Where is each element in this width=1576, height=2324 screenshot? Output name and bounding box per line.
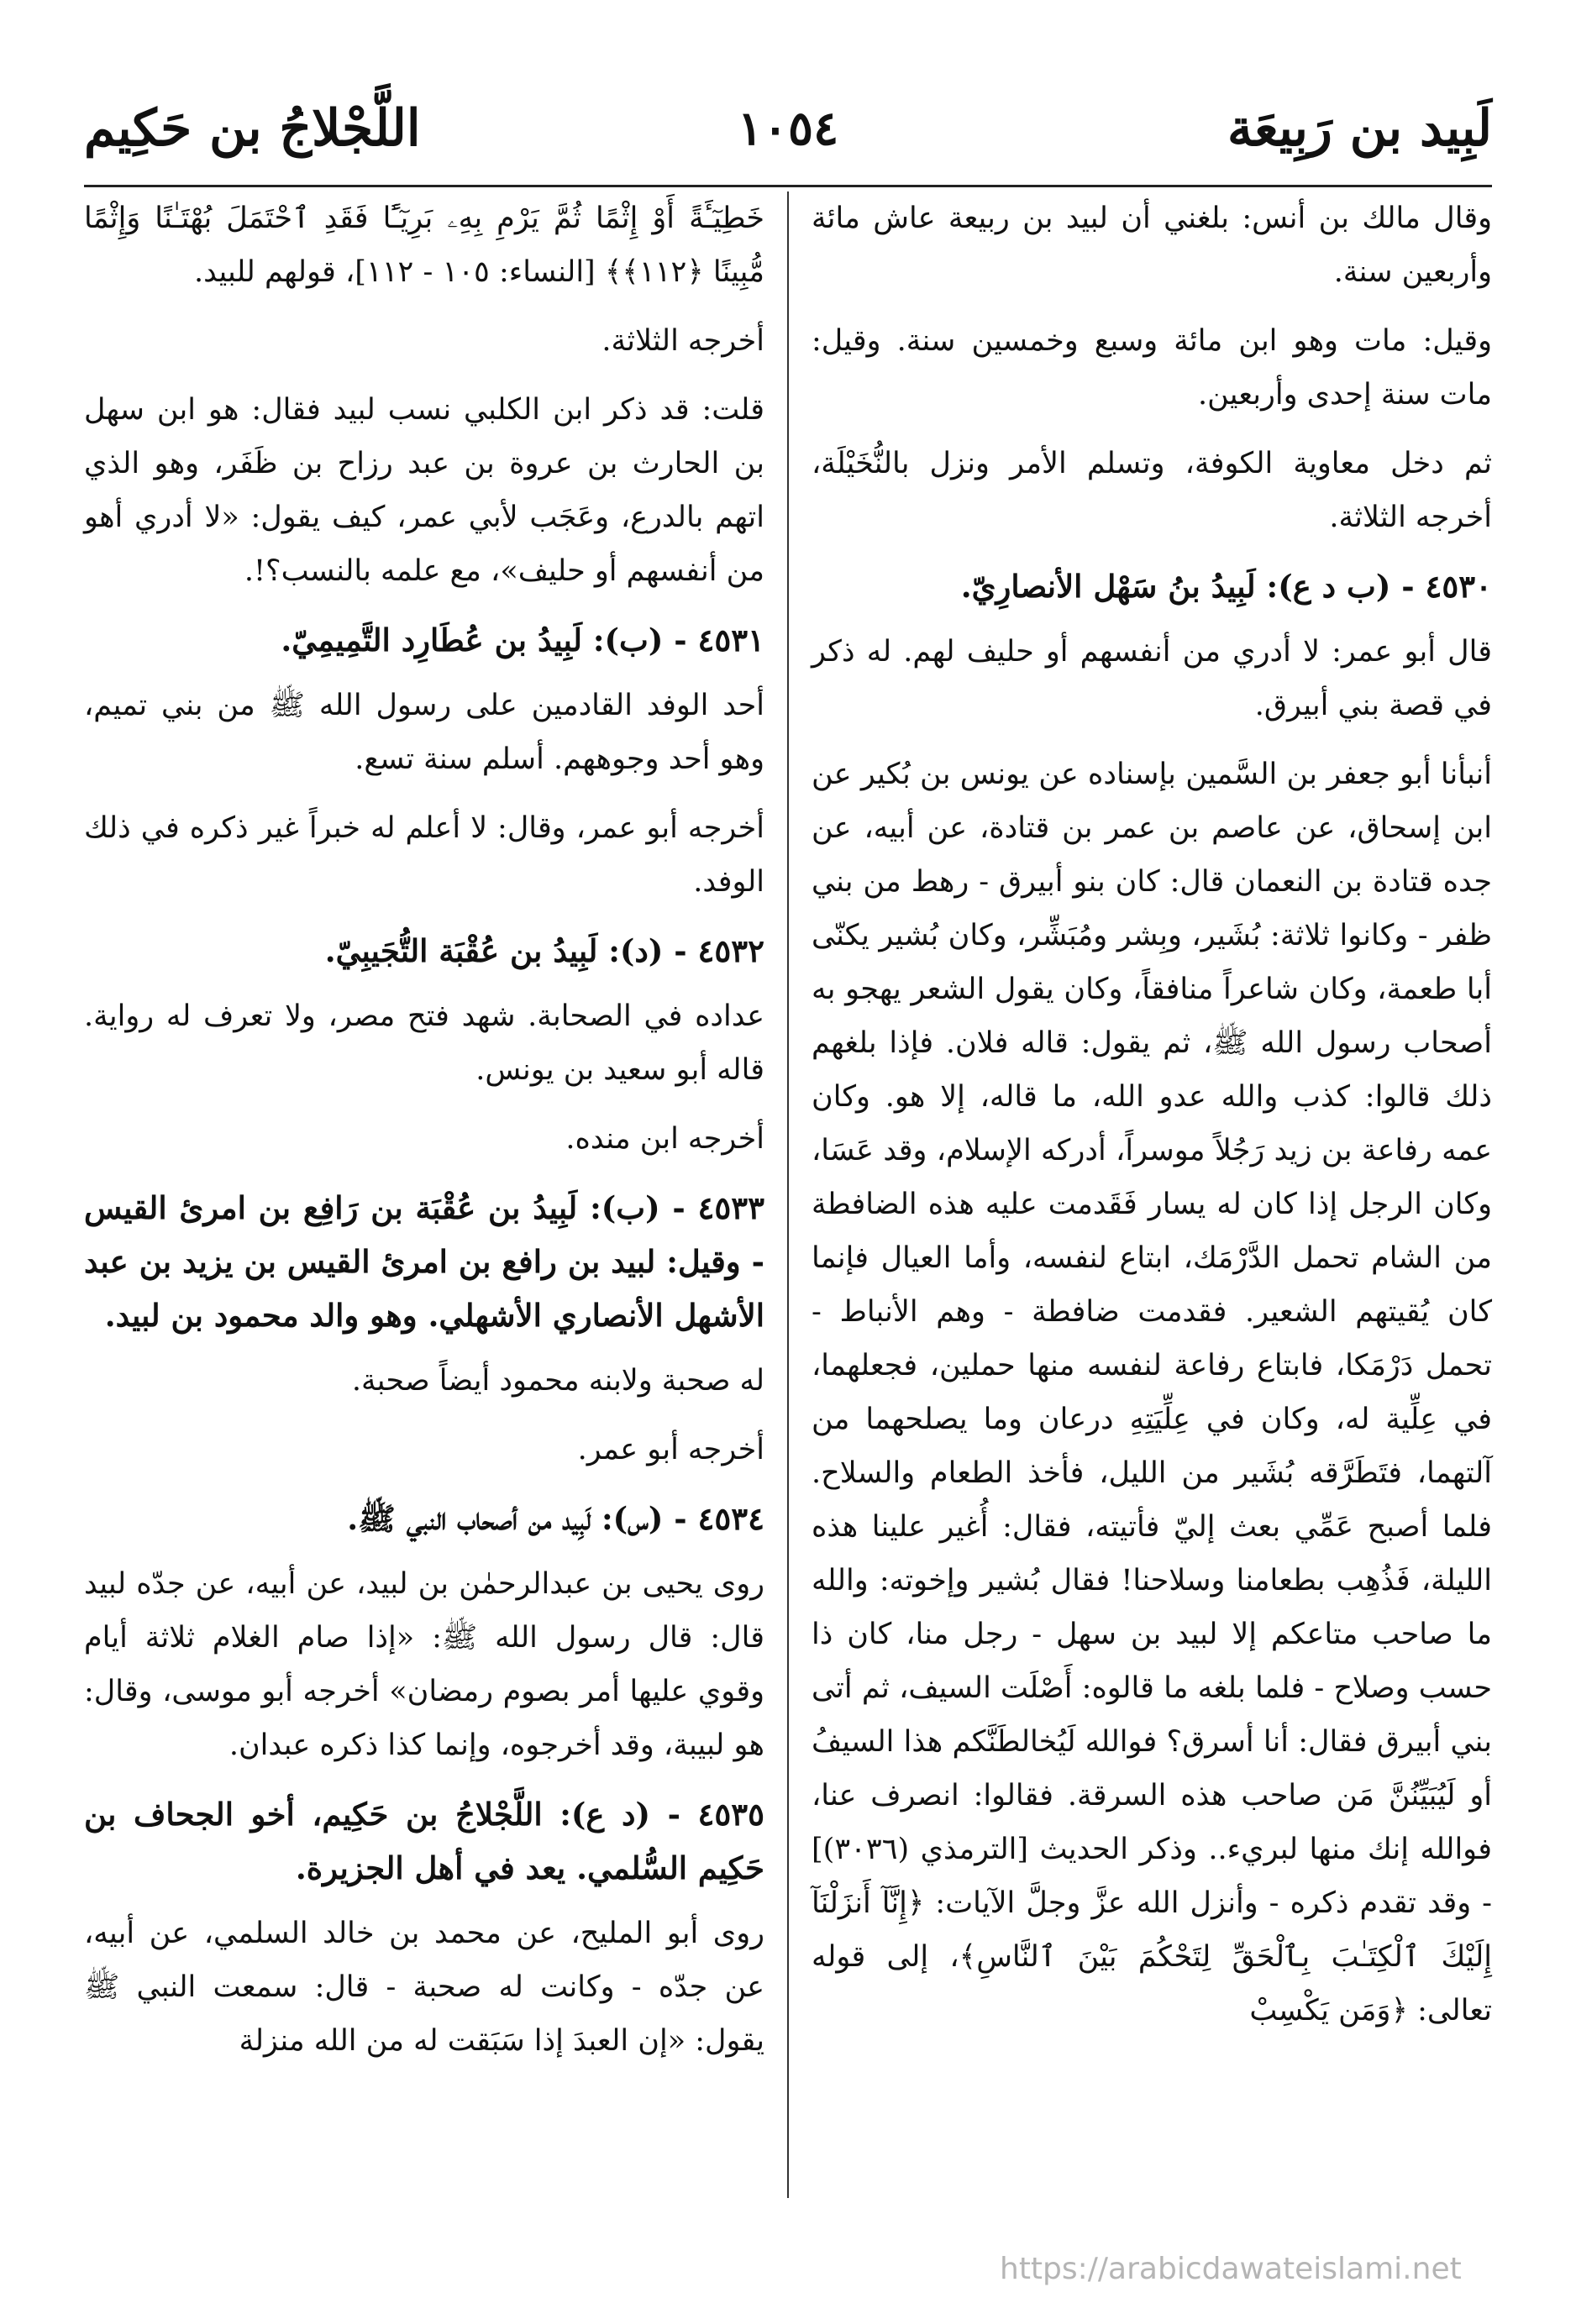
page-number: ١٠٥٤: [737, 101, 839, 156]
entry-heading: ٤٥٣٢ - (د): لَبِيدُ بن عُقْبَة التُّجَيبِيّ.: [324, 932, 764, 969]
entry-heading: ٤٥٣٣ - (ب): لَبِيدُ بن عُقْبَة بن رَافِع بن امرئ القيس - وقيل: لبيد بن رافع بن امرئ القيس بن يزيد بن عبد الأشهل الأنصاري الأشهلي. وهو والد محمود بن لبيد.: [84, 1189, 764, 1334]
paragraph: له صحبة ولابنه محمود أيضاً صحبة.: [351, 1364, 764, 1398]
running-title-right: لَبِيد بن رَبِيعَة: [1227, 99, 1492, 158]
paragraph: قال أبو عمر: لا أدري من أنفسهم أو حليف لهم. له ذكر في قصة بني أبيرق.: [812, 635, 1492, 722]
column-divider: [787, 191, 789, 2198]
entry-heading: ٤٥٣٤ - (س): لَبِيد من أصحاب النبي ﷺ.: [347, 1500, 764, 1537]
entry-heading: ٤٥٣٥ - (د ع): اللَّجْلاجُ بن حَكِيم، أخو الجحاف بن حَكِيم السُّلمي. يعد في أهل الجزيرة.: [84, 1796, 764, 1886]
paragraph: روى يحيى بن عبدالرحمٰن بن لبيد، عن أبيه، عن جدّه لبيد قال: قال رسول الله ﷺ: «إذا صام الغلام ثلاثة أيام وقوي عليها أمر بصوم رمضان» أخرجه أبو موسى، وقال: هو لبيبة، وقد أخرجوه، وإنما كذا ذكره عبدان.: [84, 1567, 764, 1762]
paragraph: قلت: قد ذكر ابن الكلبي نسب لبيد فقال: هو ابن سهل بن الحارث بن عروة بن عبد رزاح بن ظَفَر، وهو الذي اتهم بالدرع، وعَجَب لأبي عمر، كيف يقول: «لا أدري أهو من أنفسهم أو حليف»، مع علمه بالنسب؟!.: [84, 393, 764, 588]
paragraph: أخرجه الثلاثة.: [602, 324, 764, 358]
paragraph: ثم دخل معاوية الكوفة، وتسلم الأمر ونزل بالنُّخَيْلَة، أخرجه الثلاثة.: [812, 447, 1492, 534]
paragraph: أخرجه أبو عمر.: [577, 1433, 764, 1466]
entry-heading: ٤٥٣٠ - (ب د ع): لَبِيدُ بنُ سَهْل الأنصارِيّ.: [960, 568, 1492, 605]
paragraph: أنبأنا أبو جعفر بن السَّمين بإسناده عن يونس بن بُكير عن ابن إسحاق، عن عاصم بن عمر بن قتادة، عن أبيه، عن جده قتادة بن النعمان قال: كان بنو أبيرق - رهط من بني ظفر - وكانوا ثلاثة: بُشَير، وبِشر ومُبَشِّر، وكان بُشير يكنّى أبا طعمة، وكان شاعراً منافقاً، وكان يقول الشعر يهجو به أصحاب رسول الله ﷺ، ثم يقول: قاله فلان. فإذا بلغهم ذلك قالوا: كذب والله عدو الله، ما قاله، إلا هو. وكان عمه رفاعة بن زيد رَجُلاً موسراً، أدركه الإسلام، وقد عَسَا، وكان الرجل إذا كان له يسار فَقَدمت عليه هذه الضافطة من الشام تحمل الدَّرْمَك، ابتاع لنفسه، وأما العيال فإنما كان يُقيتهم الشعير. فقدمت ضافطة - وهم الأنباط - تحمل دَرْمَكا، فابتاع رفاعة لنفسه منها حملين، فجعلهما، في عِلِّية له، وكان في عِلِّيَتِهِ درعان وما يصلحهما من آلتهما، فتَطَرَّقه بُشَير من الليل، فأخذ الطعام والسلاح. فلما أصبح عَمِّي بعث إليّ فأتيته، فقال: أُغير علينا هذه الليلة، فَذُهِب بطعامنا وسلاحنا! فقال بُشير وإخوته: والله ما صاحب متاعكم إلا لبيد بن سهل - رجل منا، كان ذا حسب وصلاح - فلما بلغه ما قالوه: أَصْلَت السيف، ثم أتى بني أبيرق فقال: أنا أسرق؟ فوالله لَيُخالطَنَّكم هذا السيفُ أو لَيُبَيِّنُنَّ مَن صاحب هذه السرقة. فقالوا: انصرف عنا، فوالله إنك منها لبريء.. وذكر الحديث [الترمذي (٣٠٣٦)] - وقد تقدم ذكره - وأنزل الله عزَّ وجلَّ الآيات: ﴿إِنَّآ أَنزَلْنَآ إِلَيْكَ ٱلْكِتَـٰبَ بِٱلْحَقِّ لِتَحْكُمَ بَيْنَ ٱلنَّاسِ﴾، إلى قوله تعالى: ﴿وَمَن يَكْسِبْ: [812, 758, 1492, 2028]
running-title-left: اللَّجْلاجُ بن حَكِيم: [84, 99, 421, 158]
paragraph: عداده في الصحابة. شهد فتح مصر، ولا تعرف له رواية. قاله أبو سعيد بن يونس.: [84, 999, 764, 1087]
page-header: [84, 84, 1492, 187]
paragraph: أخرجه ابن منده.: [565, 1122, 764, 1156]
paragraph: أحد الوفد القادمين على رسول الله ﷺ من بني تميم، وهو أحد وجوههم. أسلم سنة تسع.: [84, 689, 764, 776]
paragraph: وقيل: مات وهو ابن مائة وسبع وخمسين سنة. وقيل: مات سنة إحدى وأربعين.: [812, 324, 1492, 412]
paragraph: أخرجه أبو عمر، وقال: لا أعلم له خبراً غير ذكره في ذلك الوفد.: [84, 811, 764, 899]
paragraph: روى أبو المليح، عن محمد بن خالد السلمي، عن أبيه، عن جدّه - وكانت له صحبة - قال: سمعت النبي ﷺ يقول: «إن العبدَ إذا سَبَقت له من الله منزلة: [84, 1917, 764, 2058]
paragraph: خَطِيٓـَٔةً أَوْ إِثْمًا ثُمَّ يَرْمِ بِهِۦ بَرِيٓـًٔا فَقَدِ ٱحْتَمَلَ بُهْتَـٰنًا وَإِثْمًا مُّبِينًا ﴿١١٢﴾﴾ [النساء: ١٠٥ - ١١٢]، قولهم للبيد.: [84, 202, 764, 289]
left-column: [84, 191, 764, 2198]
right-column: [812, 191, 1492, 2198]
watermark-url: https://arabicdawateislami.net: [1000, 2252, 1462, 2286]
paragraph: وقال مالك بن أنس: بلغني أن لبيد بن ربيعة عاش مائة وأربعين سنة.: [812, 202, 1492, 289]
entry-heading: ٤٥٣١ - (ب): لَبِيدُ بن عُطَارِد التَّمِيمِيّ.: [281, 622, 764, 658]
